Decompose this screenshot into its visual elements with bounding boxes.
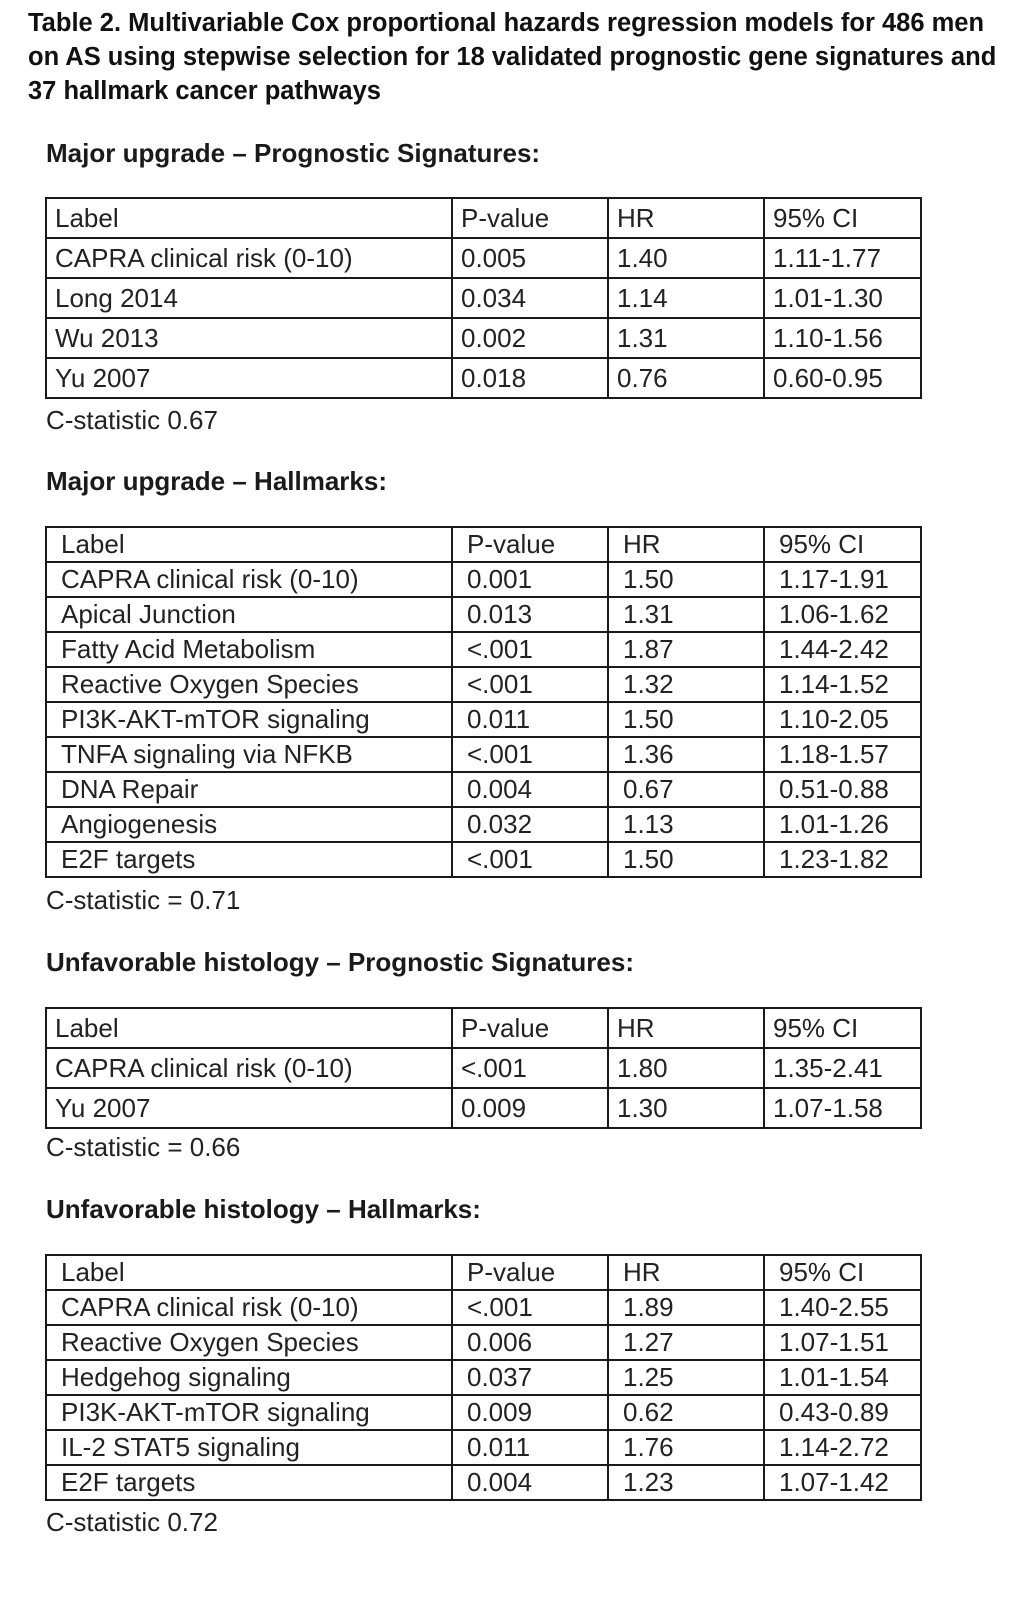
section-heading-unfavorable-hallmarks: Unfavorable histology – Hallmarks: — [46, 1194, 481, 1224]
cell-hr: 1.50 — [608, 702, 764, 737]
table-header-row — [46, 527, 921, 562]
table-header-row — [46, 198, 921, 238]
cell-ci: 1.14-2.72 — [764, 1430, 921, 1465]
section-heading-unfavorable-signatures: Unfavorable histology – Prognostic Signatures: — [46, 947, 634, 977]
cell-p-value: 0.018 — [452, 358, 608, 398]
table-row — [46, 1465, 921, 1500]
cell-ci: 1.07-1.51 — [764, 1325, 921, 1360]
header-label: Label — [46, 1008, 452, 1048]
header-ci: 95% CI — [764, 1255, 921, 1290]
header-ci: 95% CI — [764, 198, 921, 238]
table-row — [46, 1048, 921, 1088]
table-row — [46, 1290, 921, 1325]
cell-p-value: 0.034 — [452, 278, 608, 318]
cell-ci: 1.23-1.82 — [764, 842, 921, 877]
cell-hr: 0.76 — [608, 358, 764, 398]
table-row — [46, 702, 921, 737]
header-hr: HR — [608, 1008, 764, 1048]
cell-ci: 1.10-1.56 — [764, 318, 921, 358]
header-hr: HR — [608, 527, 764, 562]
cell-ci: 1.06-1.62 — [764, 597, 921, 632]
cell-p-value: <.001 — [452, 667, 608, 702]
cell-label: CAPRA clinical risk (0-10) — [46, 1048, 452, 1088]
cell-hr: 1.31 — [608, 318, 764, 358]
table-header-row — [46, 1255, 921, 1290]
cell-hr: 1.40 — [608, 238, 764, 278]
cell-p-value: <.001 — [452, 632, 608, 667]
cell-hr: 1.50 — [608, 842, 764, 877]
cell-ci: 1.01-1.54 — [764, 1360, 921, 1395]
table-row — [46, 772, 921, 807]
cell-ci: 1.01-1.26 — [764, 807, 921, 842]
cell-p-value: 0.006 — [452, 1325, 608, 1360]
cell-hr: 1.23 — [608, 1465, 764, 1500]
cell-hr: 1.14 — [608, 278, 764, 318]
table-row — [46, 1360, 921, 1395]
cell-label: Long 2014 — [46, 278, 452, 318]
cell-label: Reactive Oxygen Species — [46, 1325, 452, 1360]
table-row — [46, 238, 921, 278]
table-major-upgrade-signatures — [45, 197, 922, 399]
header-p-value: P-value — [452, 527, 608, 562]
cell-ci: 1.01-1.30 — [764, 278, 921, 318]
c-statistic: C-statistic 0.67 — [46, 405, 218, 435]
c-statistic: C-statistic 0.72 — [46, 1507, 218, 1537]
cell-ci: 1.35-2.41 — [764, 1048, 921, 1088]
cell-ci: 1.11-1.77 — [764, 238, 921, 278]
table-row — [46, 1088, 921, 1128]
table-caption: Table 2. Multivariable Cox proportional hazards regression models for 486 men on AS using stepwise selection for 18 validated prognostic gene signatures and 37 hallmark cancer pathways — [28, 9, 997, 105]
cell-label: PI3K-AKT-mTOR signaling — [46, 702, 452, 737]
table-row — [46, 632, 921, 667]
cell-hr: 0.62 — [608, 1395, 764, 1430]
section-heading-major-upgrade-hallmarks: Major upgrade – Hallmarks: — [46, 466, 387, 496]
c-statistic: C-statistic = 0.71 — [46, 885, 241, 915]
cell-hr: 1.31 — [608, 597, 764, 632]
cell-label: Hedgehog signaling — [46, 1360, 452, 1395]
cell-hr: 1.80 — [608, 1048, 764, 1088]
header-p-value: P-value — [452, 1255, 608, 1290]
header-p-value: P-value — [452, 1008, 608, 1048]
cell-hr: 1.25 — [608, 1360, 764, 1395]
cell-label: Wu 2013 — [46, 318, 452, 358]
cell-hr: 1.50 — [608, 562, 764, 597]
header-label: Label — [46, 198, 452, 238]
cell-label: Yu 2007 — [46, 358, 452, 398]
cell-hr: 1.87 — [608, 632, 764, 667]
table-unfavorable-hallmarks — [45, 1254, 922, 1501]
table-row — [46, 358, 921, 398]
table-row — [46, 842, 921, 877]
cell-label: Fatty Acid Metabolism — [46, 632, 452, 667]
cell-p-value: 0.037 — [452, 1360, 608, 1395]
cell-ci: 1.14-1.52 — [764, 667, 921, 702]
cell-hr: 1.13 — [608, 807, 764, 842]
table-row — [46, 1395, 921, 1430]
section-heading-major-upgrade-signatures: Major upgrade – Prognostic Signatures: — [46, 138, 541, 168]
table-header-row — [46, 1008, 921, 1048]
cell-p-value: 0.009 — [452, 1088, 608, 1128]
header-hr: HR — [608, 198, 764, 238]
cell-ci: 1.10-2.05 — [764, 702, 921, 737]
cell-ci: 1.44-2.42 — [764, 632, 921, 667]
cell-p-value: 0.009 — [452, 1395, 608, 1430]
cell-ci: 0.51-0.88 — [764, 772, 921, 807]
cell-p-value: <.001 — [452, 1048, 608, 1088]
cell-hr: 1.76 — [608, 1430, 764, 1465]
cell-ci: 1.07-1.58 — [764, 1088, 921, 1128]
cell-label: CAPRA clinical risk (0-10) — [46, 1290, 452, 1325]
header-p-value: P-value — [452, 198, 608, 238]
cell-label: E2F targets — [46, 842, 452, 877]
table-row — [46, 1325, 921, 1360]
cell-hr: 1.89 — [608, 1290, 764, 1325]
cell-p-value: 0.005 — [452, 238, 608, 278]
cell-p-value: 0.011 — [452, 1430, 608, 1465]
cell-p-value: 0.013 — [452, 597, 608, 632]
header-ci: 95% CI — [764, 527, 921, 562]
table-row — [46, 597, 921, 632]
cell-p-value: <.001 — [452, 737, 608, 772]
cell-p-value: 0.002 — [452, 318, 608, 358]
cell-hr: 1.30 — [608, 1088, 764, 1128]
cell-ci: 1.40-2.55 — [764, 1290, 921, 1325]
cell-label: Reactive Oxygen Species — [46, 667, 452, 702]
cell-label: IL-2 STAT5 signaling — [46, 1430, 452, 1465]
table-row — [46, 667, 921, 702]
cell-ci: 1.17-1.91 — [764, 562, 921, 597]
cell-label: CAPRA clinical risk (0-10) — [46, 562, 452, 597]
cell-ci: 0.43-0.89 — [764, 1395, 921, 1430]
cell-hr: 1.36 — [608, 737, 764, 772]
cell-ci: 1.07-1.42 — [764, 1465, 921, 1500]
c-statistic: C-statistic = 0.66 — [46, 1132, 241, 1162]
cell-hr: 0.67 — [608, 772, 764, 807]
table-row — [46, 318, 921, 358]
cell-p-value: 0.004 — [452, 772, 608, 807]
table-row — [46, 737, 921, 772]
cell-p-value: <.001 — [452, 1290, 608, 1325]
cell-label: DNA Repair — [46, 772, 452, 807]
table-major-upgrade-hallmarks — [45, 526, 922, 878]
cell-label: Apical Junction — [46, 597, 452, 632]
cell-label: Yu 2007 — [46, 1088, 452, 1128]
cell-p-value: 0.001 — [452, 562, 608, 597]
cell-hr: 1.27 — [608, 1325, 764, 1360]
cell-label: PI3K-AKT-mTOR signaling — [46, 1395, 452, 1430]
table-row — [46, 278, 921, 318]
cell-p-value: 0.011 — [452, 702, 608, 737]
header-label: Label — [46, 527, 452, 562]
cell-hr: 1.32 — [608, 667, 764, 702]
cell-ci: 0.60-0.95 — [764, 358, 921, 398]
cell-p-value: 0.004 — [452, 1465, 608, 1500]
header-hr: HR — [608, 1255, 764, 1290]
cell-ci: 1.18-1.57 — [764, 737, 921, 772]
cell-p-value: <.001 — [452, 842, 608, 877]
cell-label: E2F targets — [46, 1465, 452, 1500]
header-label: Label — [46, 1255, 452, 1290]
table-row — [46, 1430, 921, 1465]
cell-p-value: 0.032 — [452, 807, 608, 842]
table-row — [46, 562, 921, 597]
cell-label: CAPRA clinical risk (0-10) — [46, 238, 452, 278]
header-ci: 95% CI — [764, 1008, 921, 1048]
table-unfavorable-signatures — [45, 1007, 922, 1129]
cell-label: Angiogenesis — [46, 807, 452, 842]
table-row — [46, 807, 921, 842]
cell-label: TNFA signaling via NFKB — [46, 737, 452, 772]
